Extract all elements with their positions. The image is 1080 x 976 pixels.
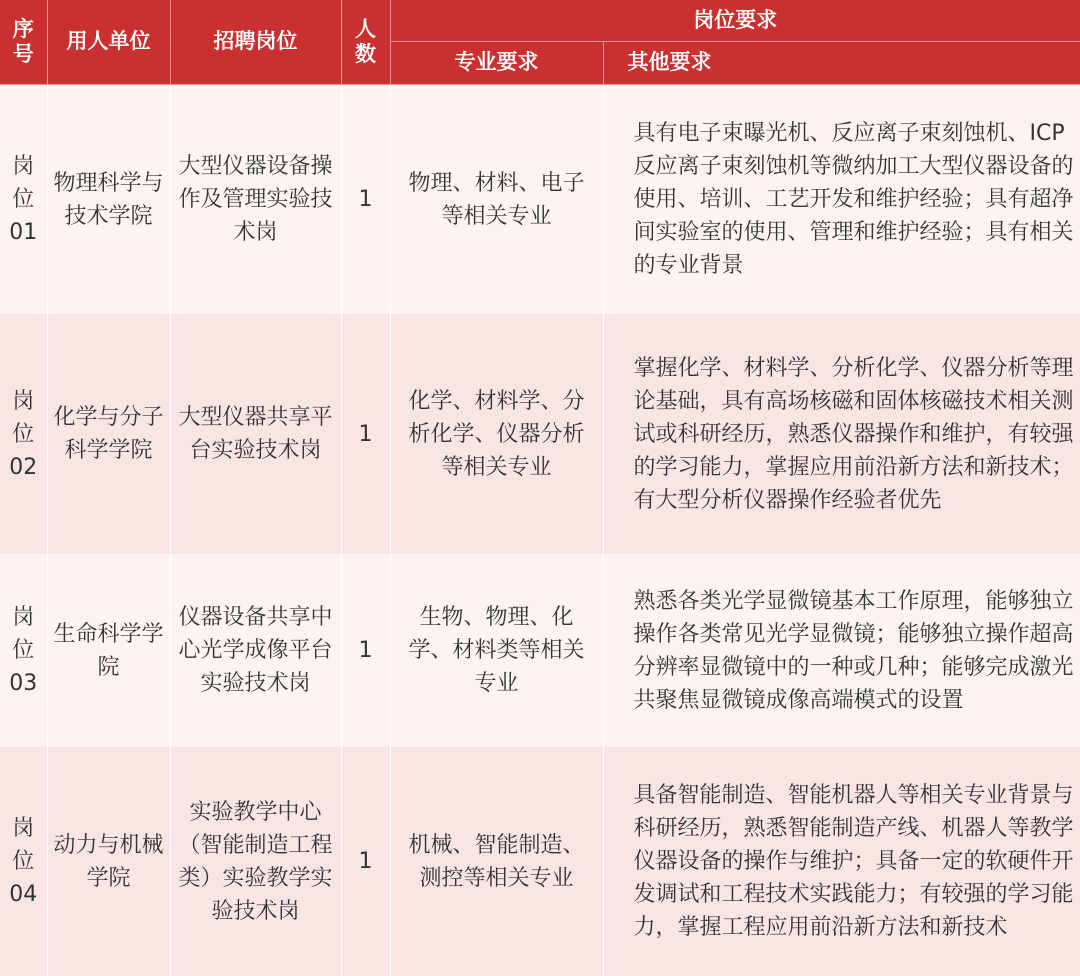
- cell-major: 机械、智能制造、测控等相关专业: [390, 747, 603, 976]
- header-seq: 序号: [0, 0, 47, 85]
- cell-seq: 岗位03: [0, 554, 47, 747]
- cell-major: 生物、物理、化学、材料类等相关专业: [390, 554, 603, 747]
- header-requirements: 岗位要求: [390, 0, 1080, 42]
- cell-count: 1: [341, 554, 390, 747]
- cell-other: 熟悉各类光学显微镜基本工作原理，能够独立操作各类常见光学显微镜；能够独立操作超高分辨率显微镜中的一种或几种；能够完成激光共聚焦显微镜成像高端模式的设置: [603, 554, 1080, 747]
- header-count: 人数: [341, 0, 390, 85]
- cell-major: 化学、材料学、分析化学、仪器分析等相关专业: [390, 314, 603, 554]
- cell-count: 1: [341, 85, 390, 315]
- table-row: [0, 554, 1080, 747]
- cell-unit: 生命科学学院: [47, 554, 170, 747]
- cell-other: 具备智能制造、智能机器人等相关专业背景与科研经历，熟悉智能制造产线、机器人等教学仪器设备的操作与维护；具备一定的软硬件开发调试和工程技术实践能力；有较强的学习能力，掌握工程应用前沿新方法和新技术: [603, 747, 1080, 976]
- cell-unit: 动力与机械学院: [47, 747, 170, 976]
- header-post: 招聘岗位: [170, 0, 341, 85]
- cell-unit: 物理科学与技术学院: [47, 85, 170, 315]
- cell-major: 物理、材料、电子等相关专业: [390, 85, 603, 315]
- header-other: 其他要求: [603, 42, 1080, 85]
- cell-other: 具有电子束曝光机、反应离子束刻蚀机、ICP反应离子束刻蚀机等微纳加工大型仪器设备的使用、培训、工艺开发和维护经验；具有超净间实验室的使用、管理和维护经验；具有相关的专业背景: [603, 85, 1080, 315]
- header-major: 专业要求: [390, 42, 603, 85]
- header-row: [0, 0, 1080, 42]
- cell-count: 1: [341, 314, 390, 554]
- table-row: [0, 747, 1080, 976]
- cell-count: 1: [341, 747, 390, 976]
- header-unit: 用人单位: [47, 0, 170, 85]
- cell-seq: 岗位02: [0, 314, 47, 554]
- cell-post: 大型仪器共享平台实验技术岗: [170, 314, 341, 554]
- cell-unit: 化学与分子科学学院: [47, 314, 170, 554]
- table-row: [0, 314, 1080, 554]
- cell-post: 大型仪器设备操作及管理实验技术岗: [170, 85, 341, 315]
- cell-seq: 岗位04: [0, 747, 47, 976]
- cell-seq: 岗位01: [0, 85, 47, 315]
- cell-post: 仪器设备共享中心光学成像平台实验技术岗: [170, 554, 341, 747]
- cell-post: 实验教学中心（智能制造工程类）实验教学实验技术岗: [170, 747, 341, 976]
- table-row: [0, 85, 1080, 315]
- cell-other: 掌握化学、材料学、分析化学、仪器分析等理论基础，具有高场核磁和固体核磁技术相关测试或科研经历，熟悉仪器操作和维护，有较强的学习能力，掌握应用前沿新方法和新技术；有大型分析仪器操作经验者优先: [603, 314, 1080, 554]
